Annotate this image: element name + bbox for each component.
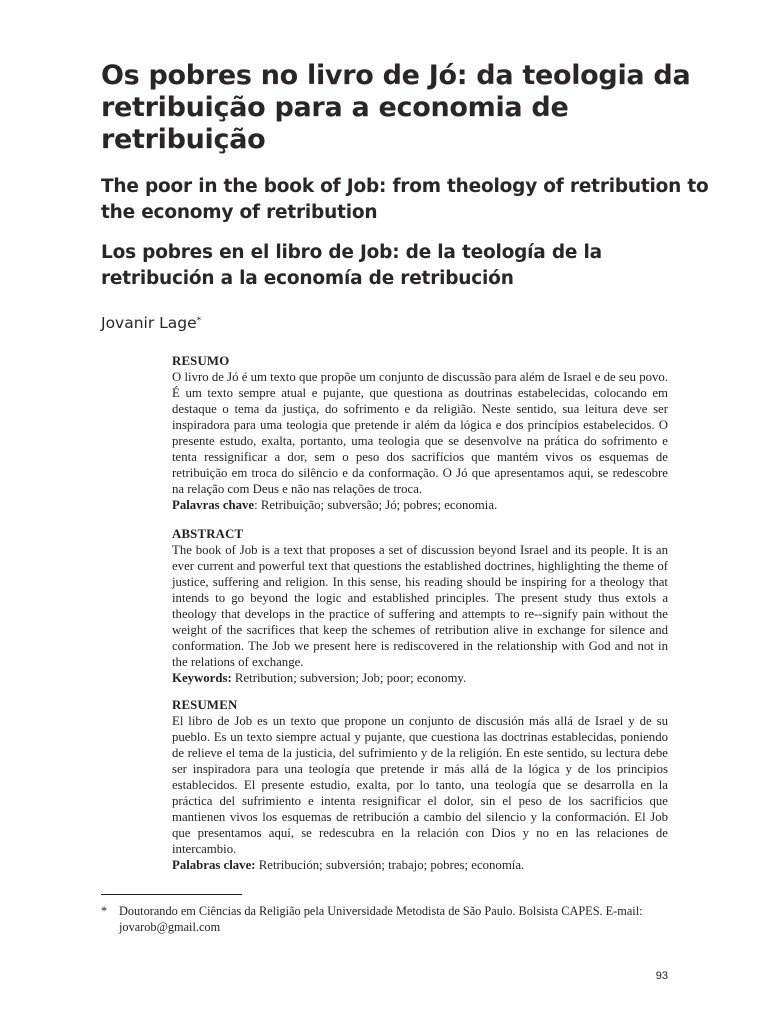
resumen-keywords-list: Retribución; subversión; trabajo; pobres; economía. bbox=[255, 858, 525, 872]
resumo-body: O livro de Jó é um texto que propõe um conjunto de discussão para além de Israel e de seu povo. É um texto sempre atual e pujante, que questiona as doutrinas estabelecidas, colocando em destaque o tema da justiça, do sofrimento e da religião. Neste sentido, sua leitura deve ser inspiradora para uma teologia que pretende ir além da lógica e dos princípios estabelecidos. O presente estudo, exalta, portanto, uma teologia que se desenvolve na prática do sofrimento e tenta ressignificar a dor, sem o peso dos sacrifícios que mantém vivos os esquemas de retribuição em troca do silêncio e da conformação. O Jó que apresentamos aqui, se redescobre na relação com Deus e não nas relações de troca. bbox=[172, 370, 668, 496]
page-number: 93 bbox=[655, 970, 668, 982]
article-title-english: The poor in the book of Job: from theology of retribution to the economy of retribution bbox=[101, 176, 709, 223]
resumen-keywords bbox=[172, 857, 668, 873]
abstract-heading: ABSTRACT bbox=[172, 527, 244, 541]
author-footnote-mark: * bbox=[196, 316, 202, 326]
abstract-section bbox=[172, 526, 668, 686]
resumo-section bbox=[172, 353, 668, 513]
resumo-keywords bbox=[172, 497, 668, 513]
abstract-body: The book of Job is a text that proposes a set of discussion beyond Israel and its people. It is an ever current and powerful text that questions the established doctrines, highlighting the theme of justice, suffering and religion. In this sense, his reading should be inspiring for a theology that intends to go beyond the logic and established principles. The present study thus extols a theology that develops in the practice of suffering and attempts to re--signify pain without the weight of the sacrifices that keep the schemes of retribution alive in exchange for silence and conformation. The Job we present here is rediscovered in the relationship with God and not in the relations of exchange. bbox=[172, 543, 668, 669]
resumen-section bbox=[172, 697, 668, 873]
footnote-text: Doutorando em Ciências da Religião pela Universidade Metodista de São Paulo. Bolsista CAPES. E-mail: jovarob@gmail.com bbox=[119, 904, 643, 934]
article-title-spanish: Los pobres en el libro de Job: de la teología de la retribución a la economía de retribución bbox=[101, 242, 602, 289]
footnote-mark: * bbox=[101, 904, 108, 918]
author-name: Jovanir Lage bbox=[101, 314, 197, 332]
abstract-keywords-list: Retribution; subversion; Job; poor; economy. bbox=[231, 671, 467, 685]
resumen-heading: RESUMEN bbox=[172, 698, 238, 712]
abstract-keywords bbox=[172, 670, 668, 686]
resumen-keywords-label: Palabras clave: bbox=[172, 858, 256, 872]
resumo-keywords-list: : Retribuição; subversão; Jó; pobres; economia. bbox=[254, 498, 498, 512]
article-title-portuguese: Os pobres no livro de Jó: da teologia da retribuição para a economia de retribuição bbox=[101, 60, 691, 155]
resumo-keywords-label: Palavras chave bbox=[172, 498, 255, 512]
resumo-heading: RESUMO bbox=[172, 354, 230, 368]
resumen-body: El libro de Job es un texto que propone un conjunto de discusión más allá de Israel y de su pueblo. Es un texto siempre actual y pujante, que cuestiona las doctrinas establecidas, poniendo de relieve el tema de la justicia, del sufrimiento y de la religión. En este sentido, su lectura debe ser inspiradora para una teología que pretende ir más allá de la lógica y de los principios establecidos. El presente estudio, exalta, por lo tanto, una teología que se desarrolla en la práctica del sufrimiento e intenta resignificar el dolor, sin el peso de los sacrificios que mantienen vivos los esquemas de retribución a cambio del silencio y la conformación. El Job que presentamos aquí, se redescubra en la relación con Dios y no en las relaciones de intercambio. bbox=[172, 714, 668, 856]
footnote bbox=[101, 903, 668, 935]
footnote-divider bbox=[101, 894, 242, 895]
author-line bbox=[101, 312, 201, 334]
abstract-keywords-label: Keywords: bbox=[172, 671, 232, 685]
